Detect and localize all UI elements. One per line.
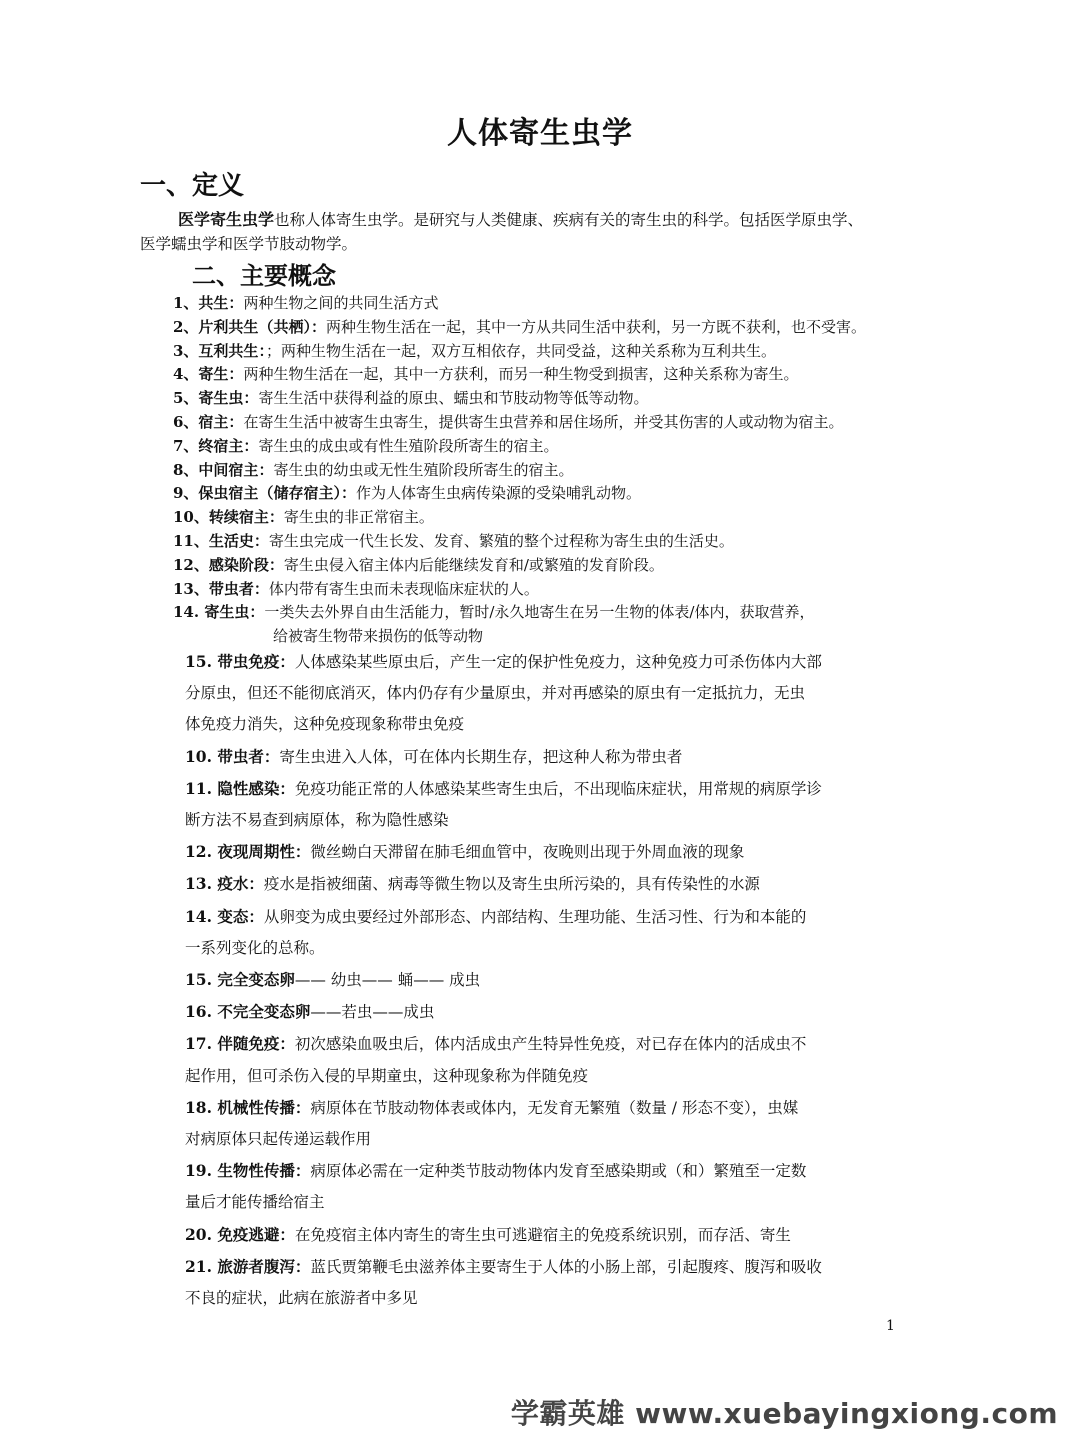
list-item	[185, 678, 925, 709]
section-heading-definition: 一、定义	[140, 171, 245, 201]
concept-definition: 两种生物之间的共同生活方式	[243, 294, 439, 312]
concept-term: 13. 疫水：	[185, 874, 264, 894]
concept-definition: ；两种生物生活在一起，双方互相依存，共同受益，这种关系称为互利共生。	[265, 341, 776, 360]
list-item	[173, 316, 1033, 340]
list-item	[173, 578, 1033, 602]
definition-text-line-1: 也称人体寄生虫学。是研究与人类健康、疾病有关的寄生虫的科学。包括医学原虫学、	[274, 211, 864, 229]
concept-definition: 寄生虫进入人体，可在体内长期生存，把这种人称为带虫者	[279, 747, 683, 766]
concept-term: 15. 完全变态卵	[185, 970, 295, 990]
concept-term: 16. 不完全变态卵	[185, 1002, 311, 1022]
concept-definition: 体内带有寄生虫而未表现临床症状的人。	[268, 579, 539, 598]
concept-definition: 寄生虫的幼虫或无性生殖阶段所寄生的宿主。	[273, 460, 574, 479]
concept-definition: —— 幼虫—— 蛹—— 成虫	[294, 971, 481, 990]
concept-definition: 作为人体寄生虫病传染源的受染哺乳动物。	[355, 484, 641, 503]
list-item	[185, 646, 925, 678]
list-item	[185, 1092, 925, 1124]
concept-term: 13、带虫者：	[173, 579, 269, 598]
concept-term: 19. 生物性传播：	[185, 1161, 311, 1181]
concept-term: 17. 伴随免疫：	[185, 1034, 295, 1054]
concept-term: 15. 带虫免疫：	[185, 652, 295, 671]
concept-definition: 寄生虫的成虫或有性生殖阶段所寄生的宿主。	[258, 436, 559, 455]
concept-definition: 一系列变化的总称。	[185, 938, 325, 957]
list-item	[185, 964, 925, 996]
concept-term: 2、片利共生（共栖）：	[173, 317, 326, 336]
concept-term: 10. 带虫者：	[185, 746, 280, 766]
concept-definition: 起作用，但可杀伤入侵的早期童虫，这种现象称为伴随免疫	[185, 1066, 589, 1085]
concept-list	[173, 292, 1033, 649]
concept-definition: 人体感染某些原虫后，产生一定的保护性免疫力，这种免疫力可杀伤体内大部	[294, 653, 822, 671]
concept-definition: 微丝蚴白天滞留在肺毛细血管中，夜晚则出现于外周血液的现象	[310, 843, 745, 862]
list-item	[185, 1187, 925, 1218]
concept-definition: 在寄生生活中被寄生虫寄生，提供寄生虫营养和居住场所，并受其伤害的人或动物为宿主。	[243, 412, 844, 431]
list-item	[185, 836, 925, 868]
concept-definition: 一类失去外界自由生活能力，暂时/永久地寄生在另一生物的体表/体内，获取营养，	[264, 603, 815, 622]
concept-term: 1、共生：	[173, 294, 244, 312]
concept-definition: 免疫功能正常的人体感染某些寄生虫后，不出现临床症状，用常规的病原学诊	[294, 779, 822, 798]
concept-definition: ——若虫——成虫	[310, 1003, 435, 1022]
definition-paragraph	[140, 208, 1000, 256]
concept-definition: 断方法不易查到病原体，称为隐性感染	[185, 811, 449, 830]
list-item	[185, 933, 925, 964]
concept-term: 4、寄生：	[173, 365, 244, 384]
list-item	[185, 773, 925, 805]
concept-definition: 量后才能传播给宿主	[185, 1193, 325, 1212]
concept-definition: 寄生虫完成一代生长发、发育、繁殖的整个过程称为寄生虫的生活史。	[268, 531, 734, 550]
concept-term: 5、寄生虫：	[173, 389, 259, 408]
concept-definition: 分原虫，但还不能彻底消灭，体内仍存有少量原虫，并对再感染的原虫有一定抵抗力，无虫	[185, 684, 806, 703]
concept-definition: 病原体必需在一定种类节肢动物体内发育至感染期或（和）繁殖至一定数	[310, 1162, 807, 1181]
concept-term: 11、生活史：	[173, 531, 269, 550]
list-item	[173, 387, 1033, 411]
definition-text-line-2: 医学蠕虫学和医学节肢动物学。	[140, 235, 358, 253]
list-item	[173, 411, 1033, 435]
list-item	[185, 709, 925, 740]
concept-term: 10、转续宿主：	[173, 508, 284, 527]
concept-definition: 疫水是指被细菌、病毒等微生物以及寄生虫所污染的，具有传染性的水源	[263, 875, 760, 894]
concept-definition: 体免疫力消失，这种免疫现象称带虫免疫	[185, 715, 465, 734]
list-item	[173, 292, 1033, 316]
list-item	[185, 741, 925, 773]
concept-definition: 寄生生活中获得利益的原虫、蠕虫和节肢动物等低等动物。	[258, 389, 649, 408]
supplementary-concept-list	[185, 646, 925, 1314]
concept-definition: 对病原体只起传递运载作用	[185, 1130, 372, 1149]
list-item	[173, 459, 1033, 483]
page-number: 1	[886, 1318, 895, 1334]
list-item	[185, 1028, 925, 1060]
concept-term: 14. 变态：	[185, 906, 264, 926]
concept-definition: 寄生虫侵入宿主体内后能继续发育和/或繁殖的发育阶段。	[283, 555, 664, 574]
list-item	[185, 1283, 925, 1314]
list-item	[173, 554, 1033, 578]
list-item	[185, 1251, 925, 1283]
list-item	[185, 901, 925, 933]
list-item	[185, 1124, 925, 1155]
concept-term: 11. 隐性感染：	[185, 778, 295, 798]
concept-term: 6、宿主：	[173, 412, 244, 431]
definition-term: 医学寄生虫学	[178, 210, 275, 229]
concept-definition: 从卵变为成虫要经过外部形态、内部结构、生理功能、生活习性、行为和本能的	[263, 907, 807, 926]
concept-term: 7、终宿主：	[173, 436, 259, 455]
list-item	[185, 1219, 925, 1251]
concept-term: 14. 寄生虫：	[173, 603, 265, 622]
concept-term: 3、互利共生：	[173, 341, 266, 360]
concept-term: 20. 免疫逃避：	[185, 1224, 295, 1244]
concept-definition-continued: 给被寄生物带来损伤的低等动物	[273, 627, 484, 646]
concept-term: 18. 机械性传播：	[185, 1097, 311, 1117]
concept-term: 12. 夜现周期性：	[185, 842, 311, 862]
watermark: 学霸英雄 www.xuebayingxiong.com	[510, 1397, 1058, 1430]
list-item	[185, 805, 925, 836]
list-item	[185, 1061, 925, 1092]
concept-definition: 初次感染血吸虫后，体内活成虫产生特异性免疫，对已存在体内的活成虫不	[294, 1035, 807, 1054]
list-item	[173, 506, 1033, 530]
list-item	[185, 868, 925, 900]
concept-definition: 病原体在节肢动物体表或体内，无发育无繁殖（数量 / 形态不变），虫媒	[310, 1098, 799, 1117]
concept-definition: 在免疫宿主体内寄生的寄生虫可逃避宿主的免疫系统识别，而存活、寄生	[294, 1225, 791, 1244]
concept-term: 8、中间宿主：	[173, 460, 274, 479]
list-item	[185, 996, 925, 1028]
list-item	[173, 530, 1033, 554]
list-item	[173, 340, 1033, 364]
concept-definition: 两种生物生活在一起，其中一方获利，而另一种生物受到损害，这种关系称为寄生。	[243, 365, 799, 384]
list-item	[173, 601, 1033, 625]
concept-definition: 两种生物生活在一起，其中一方从共同生活中获利，另一方既不获利，也不受害。	[325, 317, 866, 336]
concept-term: 12、感染阶段：	[173, 555, 284, 574]
concept-term: 9、保虫宿主（储存宿主）：	[173, 484, 356, 503]
list-item	[173, 482, 1033, 506]
list-item	[185, 1155, 925, 1187]
page-title: 人体寄生虫学	[447, 116, 633, 151]
concept-definition: 寄生虫的非正常宿主。	[283, 508, 434, 527]
concept-definition: 不良的症状，此病在旅游者中多见	[185, 1289, 418, 1308]
list-item	[173, 363, 1033, 387]
section-heading-concepts: 二、主要概念	[192, 262, 336, 290]
concept-definition: 蓝氏贾第鞭毛虫滋养体主要寄生于人体的小肠上部，引起腹疼、腹泻和吸收	[310, 1257, 822, 1276]
list-item	[173, 435, 1033, 459]
concept-term: 21. 旅游者腹泻：	[185, 1256, 311, 1276]
